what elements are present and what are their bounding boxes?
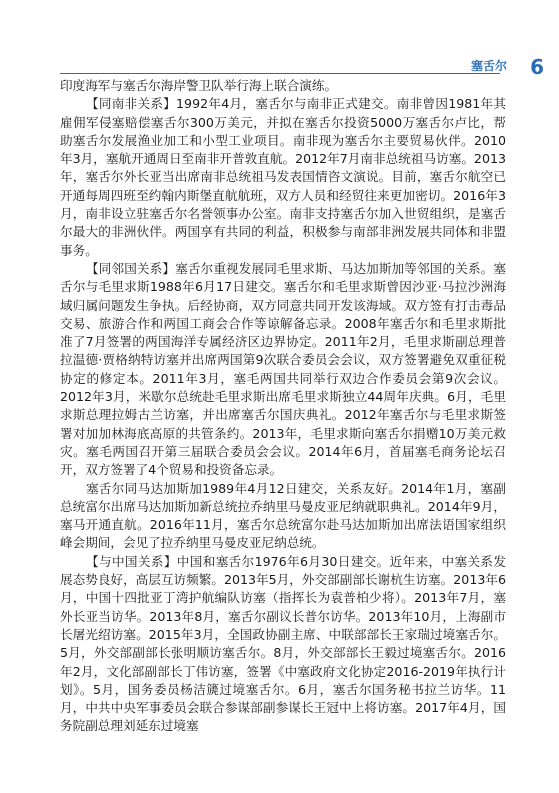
paragraph-south-africa-relations: 【同南非关系】1992年4月，塞舌尔与南非正式建交。南非曾因1981年其雇佣军侵塞赔偿塞舌尔300万美元，并拟在塞舌尔投资5000万塞舌尔卢比，帮助塞舌尔发展渔业加工和小型工业项目。南非现为塞舌尔主要贸易伙伴。2010年3月，塞航开通周日至南非开普敦直航。2012年7月南非总统祖马访塞。2013年，塞舌尔外长亚当出席南非总统祖马发表国情咨文演说。目前，塞舌尔航空已开通每周四班至约翰内斯堡直航航班，双方人员和经贸往来更加密切。2016年3月，南非设立驻塞舌尔名誉领事办公室。南非支持塞舌尔加入世贸组织，是塞舌尔最大的非洲伙伴。两国享有共同的利益，积极参与南部非洲发展共同体和非盟事务。 bbox=[60, 96, 506, 258]
header-divider bbox=[60, 73, 500, 74]
page-number: 6 bbox=[530, 55, 544, 79]
paragraph-china-relations: 【与中国关系】中国和塞舌尔1976年6月30日建交。近年来，中塞关系发展态势良好，高层互访频繁。2013年5月，外交部副部长谢杭生访塞。2013年6月，中国十四批亚丁湾护航编队访塞（指挥长为袁普柏少将）。2013年7月，塞外长亚当访华。2013年8月，塞舌尔副议长普尔访华。2013年10月，上海副市长屠光绍访塞。2015年3月，全国政协副主席、中联部部长王家瑞过境塞舌尔。5月，外交部副部长张明顺访塞舌尔。8月，外交部部长王毅过境塞舌尔。2016年2月，文化部副部长丁伟访塞，签署《中塞政府文化协定2016-2019年执行计划》。5月，国务委员杨洁篪过境塞舌尔。6月，塞舌尔国务秘书拉兰访华。11月，中共中央军事委员会联合参谋部副参谋长王冠中上将访塞。2017年4月，国务院副总理刘延东过境塞 bbox=[60, 553, 506, 734]
paragraph-neighbor-relations: 【同邻国关系】塞舌尔重视发展同毛里求斯、马达加斯加等邻国的关系。塞舌尔与毛里求斯1988年6月17日建交。塞舌尔和毛里求斯曾因沙亚·马拉沙洲海域归属问题发生争执。后经协商，双方同意共同开发该海域。双方签有打击毒品交易、旅游合作和两国工商会合作等谅解备忘录。2008年塞舌尔和毛里求斯批准了7月签署的两国海洋专属经济区边界协定。2011年2月，毛里求斯副总理普拉温德·贾格纳特访塞并出席两国第9次联合委员会会议，双方签署避免双重征税协定的修定本。2011年3月，塞毛两国共同举行双边合作委员会第9次会议。2012年3月，米歇尔总统赴毛里求斯出席毛里求斯独立44周年庆典。6月，毛里求斯总理拉姆古兰访塞，并出席塞舌尔国庆典礼。2012年塞舌尔与毛里求斯签署对加加林海底高原的共管条约。2013年，毛里求斯向塞舌尔捐赠10万美元救灾。塞毛两国召开第三届联合委员会会议。2014年6月，首届塞毛商务论坛召开，双方签署了4个贸易和投资备忘录。 bbox=[60, 260, 506, 478]
section-title: 塞舌尔 bbox=[470, 59, 507, 73]
paragraph-continuation: 印度海军与塞舌尔海岸警卫队举行海上联合演练。 bbox=[60, 78, 338, 93]
body-text bbox=[60, 77, 506, 736]
paragraph-madagascar-relations: 塞舌尔同马达加斯加1989年4月12日建交，关系友好。2014年1月，塞副总统富尔出席马达加斯加新总统拉乔纳里马曼皮亚尼纳就职典礼。2014年9月，塞马开通直航。2016年11月，塞舌尔总统富尔赴马达加斯加出席法语国家组织峰会期间，会见了拉乔纳里马曼皮亚尼纳总统。 bbox=[60, 480, 506, 551]
